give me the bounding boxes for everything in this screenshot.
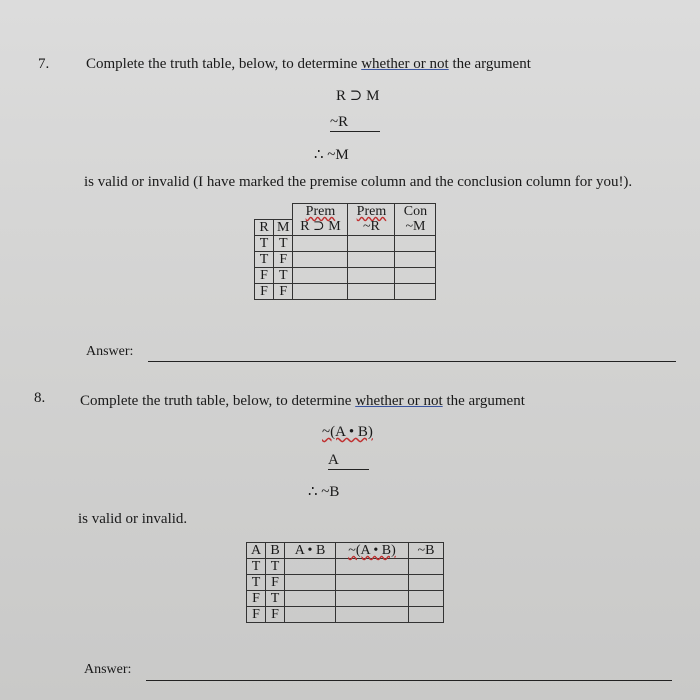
table-cell: T [247, 575, 266, 591]
q8-number: 8. [34, 390, 46, 406]
table-cell: T [255, 235, 274, 251]
q8-premise-2: A [328, 452, 369, 470]
q8-prompt-end: the argument [442, 393, 525, 409]
answer-cell[interactable] [336, 559, 409, 575]
table-row [255, 235, 436, 251]
q8-answer-label: Answer: [84, 662, 132, 677]
q7-premise-2-wrap [330, 114, 380, 131]
table-cell: T [266, 591, 285, 607]
q7-prompt-start: Complete the truth table, below, to determine [86, 56, 362, 72]
answer-cell[interactable] [348, 235, 395, 251]
q8-premise-2-wrap [328, 452, 369, 469]
q7-label-prem-2 [348, 204, 395, 220]
table-cell: F [274, 251, 293, 267]
answer-cell[interactable] [409, 591, 444, 607]
q8-prompt [80, 393, 525, 410]
table-cell: T [274, 267, 293, 283]
answer-cell[interactable] [409, 607, 444, 623]
table-row [255, 267, 436, 283]
table-row [255, 251, 436, 267]
answer-cell[interactable] [293, 251, 348, 267]
q8-header-negated-conjunction [336, 543, 409, 559]
q8-prompt-start: Complete the truth table, below, to determine [80, 393, 356, 409]
table-row [247, 607, 444, 623]
q7-header-not-r: ~R [348, 219, 395, 235]
q7-premise-2: ~R [330, 114, 380, 132]
answer-cell[interactable] [336, 591, 409, 607]
q7-label-prem-2-text: Prem [356, 204, 387, 219]
answer-cell[interactable] [395, 283, 436, 299]
answer-cell[interactable] [348, 283, 395, 299]
table-cell: T [255, 251, 274, 267]
answer-cell[interactable] [285, 559, 336, 575]
table-cell: F [255, 283, 274, 299]
table-cell: F [266, 575, 285, 591]
answer-cell[interactable] [293, 267, 348, 283]
table-row [247, 559, 444, 575]
q7-header-conditional: R ⊃ M [293, 219, 348, 235]
table-cell: F [274, 283, 293, 299]
q7-label-prem-1-text: Prem [305, 204, 336, 219]
answer-cell[interactable] [336, 575, 409, 591]
q7-number: 7. [38, 56, 50, 72]
table-cell: F [266, 607, 285, 623]
table-cell: T [247, 559, 266, 575]
answer-cell[interactable] [348, 251, 395, 267]
q7-header-not-m: ~M [395, 219, 436, 235]
table-row [247, 591, 444, 607]
table-cell: F [247, 607, 266, 623]
answer-cell[interactable] [348, 267, 395, 283]
q7-answer-label: Answer: [86, 344, 134, 359]
answer-cell[interactable] [293, 235, 348, 251]
q7-prompt [86, 56, 531, 73]
q8-header-negated-conjunction-text: ~(A • B) [348, 543, 396, 558]
q8-truth-table [246, 542, 444, 623]
q7-label-prem-1 [293, 204, 348, 220]
answer-cell[interactable] [409, 575, 444, 591]
q8-header-a: A [247, 543, 266, 559]
q7-truth-table [254, 203, 436, 300]
q8-answer-line[interactable] [146, 680, 672, 681]
q7-prompt-end: the argument [448, 56, 531, 72]
q8-header-not-b: ~B [409, 543, 444, 559]
q7-premise-1: R ⊃ M [336, 88, 380, 104]
answer-cell[interactable] [285, 607, 336, 623]
table-cell: F [255, 267, 274, 283]
answer-cell[interactable] [409, 559, 444, 575]
q7-header-r: R [255, 219, 274, 235]
q8-header-conjunction: A • B [285, 543, 336, 559]
answer-cell[interactable] [395, 251, 436, 267]
q7-header-m: M [274, 219, 293, 235]
answer-cell[interactable] [285, 591, 336, 607]
answer-cell[interactable] [395, 235, 436, 251]
q8-prompt-underlined: whether or not [355, 393, 443, 409]
q8-premise-1 [322, 424, 373, 441]
q7-label-con: Con [395, 204, 436, 220]
table-row [247, 575, 444, 591]
q7-tail: is valid or invalid (I have marked the premise column and the conclusion column for you!). [84, 174, 633, 190]
answer-cell[interactable] [293, 283, 348, 299]
answer-cell[interactable] [336, 607, 409, 623]
table-cell: T [266, 559, 285, 575]
q7-answer-line[interactable] [148, 361, 676, 362]
table-cell: T [274, 235, 293, 251]
q8-header-b: B [266, 543, 285, 559]
q8-premise-1-text: ~(A • B) [322, 424, 373, 440]
table-cell: F [247, 591, 266, 607]
q7-prompt-underlined: whether or not [361, 56, 449, 72]
answer-cell[interactable] [395, 267, 436, 283]
table-row [255, 283, 436, 299]
answer-cell[interactable] [285, 575, 336, 591]
q8-conclusion: ∴ ~B [308, 484, 340, 500]
q7-conclusion: ∴ ~M [314, 147, 349, 163]
q8-tail: is valid or invalid. [78, 511, 188, 527]
